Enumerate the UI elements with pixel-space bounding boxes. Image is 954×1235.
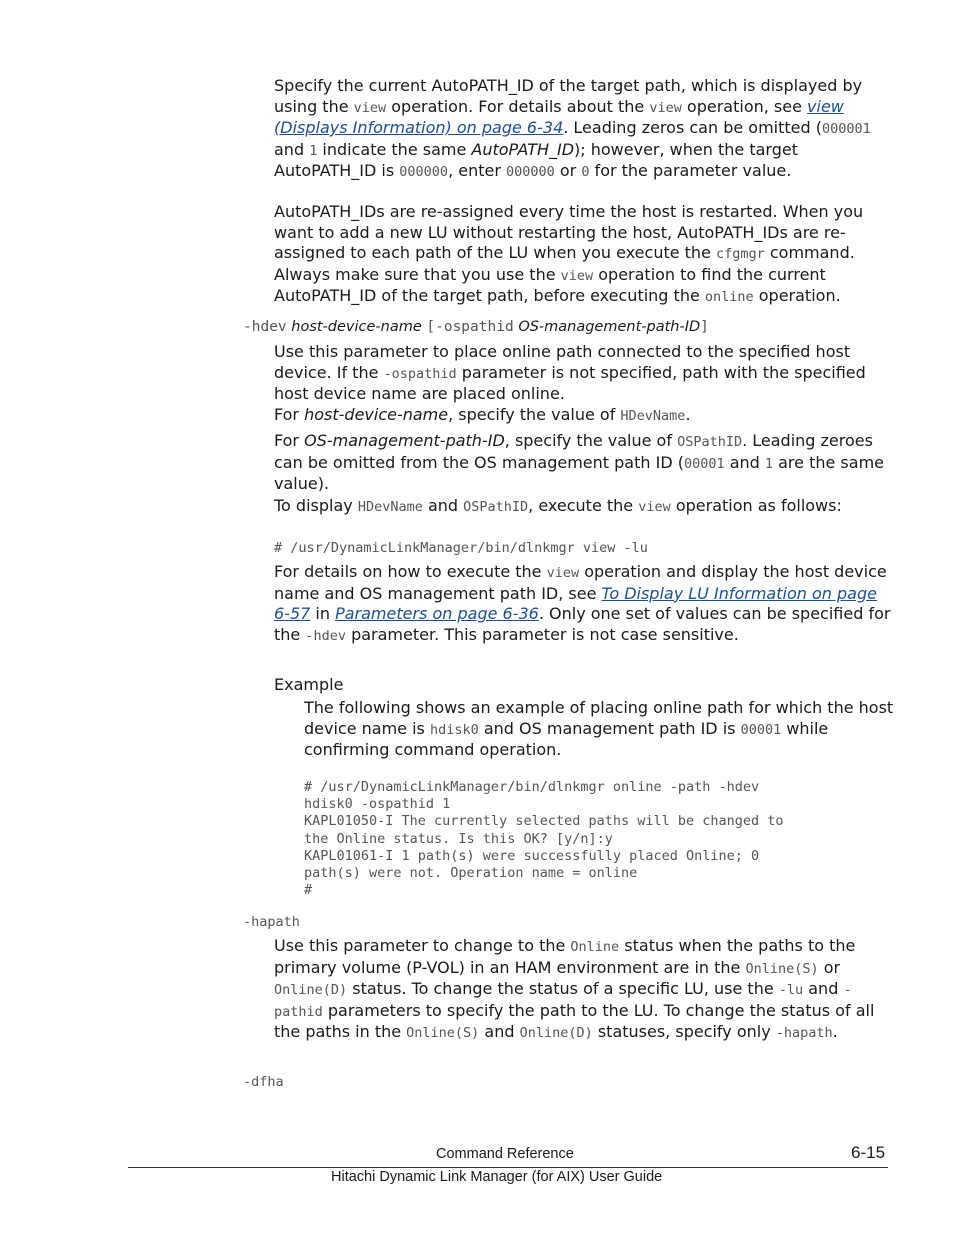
host-device-name-note: For host-device-name, specify the value of HDevName. (274, 405, 691, 424)
footer-divider (128, 1167, 888, 1168)
link-display-lu-information[interactable]: To Display LU Information on page 6-57 (274, 583, 877, 623)
autopath-id-description: Specify the current AutoPATH_ID of the target path, which is displayed by using the view operation. For details about the view operation, see view (Displays Information) on page 6-34. Leading zeros can be omitted (000001 and 1 indicate the same AutoPATH_ID); however, when the target AutoPATH_ID is 000000, enter 000000 or 0 for the parameter value. (274, 76, 871, 180)
link-view-displays-information[interactable]: view (Displays Information) on page 6-34 (274, 96, 844, 137)
footer-guide-title: Hitachi Dynamic Link Manager (for AIX) User Guide (331, 1169, 663, 1185)
dfha-option-heading: -dfha (243, 1074, 284, 1090)
hapath-description: Use this parameter to change to the Online status when the paths to the primary volume (P-VOL) in an HAM environment are in the Online(S) or Online(D) status. To change the status of a specific LU, use the -lu and -pathid parameters to specify the path to the LU. To change the status of all the paths in the Online(S) and Online(D) statuses, specify only -hapath. (274, 936, 875, 1041)
hapath-option-heading: -hapath (243, 914, 300, 930)
example-code-block: # /usr/DynamicLinkManager/bin/dlnkmgr online -path -hdev hdisk0 -ospathid 1 KAPL01050-I The currently selected paths will be changed to the Online status. Is this OK? [y/n]:y KAPL01061-I 1 path(s) were successfully placed Online; 0 path(s) were not. Operation name = online # (304, 779, 784, 899)
example-description: The following shows an example of placing online path for which the host device name is hdisk0 and OS management path ID is 00001 while confirming command operation. (304, 698, 894, 759)
view-operation-details: For details on how to execute the view operation and display the host device name and OS management path ID, see To Display LU Information on page 6-57 in Parameters on page 6-36. Only one set of values can be specified for the -hdev parameter. This parameter is not case sensitive. (274, 562, 891, 644)
hdev-option-heading: -hdev host-device-name [-ospathid OS-management-path-ID] (243, 319, 709, 335)
os-management-path-id-note: For OS-management-path-ID, specify the value of OSPathID. Leading zeroes can be omitted from the OS management path ID (00001 and 1 are the same value). (274, 431, 884, 493)
hdev-description: Use this parameter to place online path connected to the specified host device. If the -ospathid parameter is not specified, path with the specified host device name are placed online. (274, 342, 866, 403)
page-number: 6-15 (851, 1143, 886, 1162)
display-hdevname-note: To display HDevName and OSPathID, execute the view operation as follows: (274, 496, 842, 515)
example-heading: Example (274, 675, 344, 694)
footer-section-title: Command Reference (436, 1146, 574, 1162)
view-lu-command: # /usr/DynamicLinkManager/bin/dlnkmgr view -lu (274, 540, 648, 556)
link-parameters[interactable]: Parameters on page 6-36 (335, 604, 539, 623)
autopath-id-reassign-note: AutoPATH_IDs are re-assigned every time the host is restarted. When you want to add a new LU without restarting the host, AutoPATH_IDs are re-assigned to each path of the LU when you execute the cfgmgr command. Always make sure that you use the view operation to find the current AutoPATH_ID of the target path, before executing the online operation. (274, 202, 864, 305)
